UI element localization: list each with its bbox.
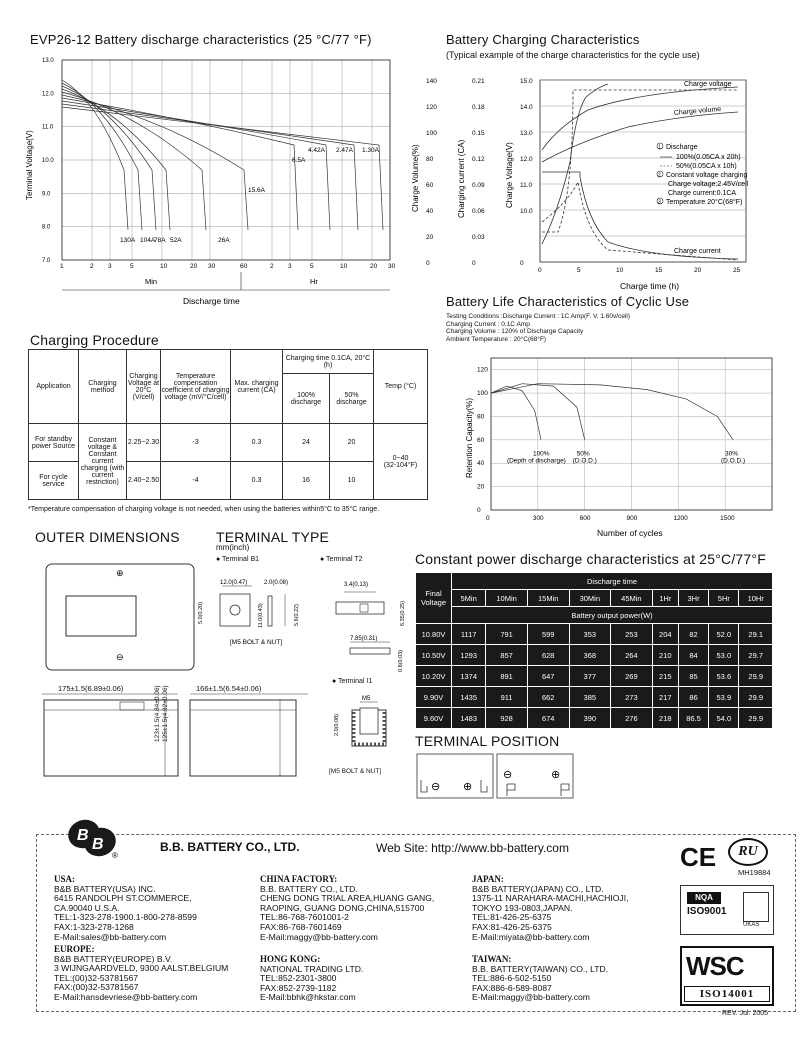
life-annotation-pct: 100% — [532, 450, 550, 458]
proc-method: Constant voltage & Constant current charging (with current restriction) — [79, 424, 127, 500]
discharge-curve — [62, 92, 206, 230]
power-value-cell: 1483 — [452, 708, 486, 729]
terminal-i1-drawing — [330, 692, 410, 756]
top-minus-icon: ⊖ — [116, 652, 124, 662]
power-value-cell: 29.7 — [739, 645, 773, 666]
power-row — [416, 687, 773, 708]
power-value-cell: 53.0 — [709, 645, 739, 666]
charging-current-tick: 0.06 — [472, 208, 485, 215]
life-xtick: 1500 — [720, 515, 735, 522]
discharge-ytick: 11.0 — [42, 124, 54, 131]
discharge-ytick: 10.0 — [42, 158, 54, 164]
charging-xtick: 20 — [694, 267, 702, 274]
legend-cv-current: Charge current:0.1CA — [668, 190, 737, 197]
power-output: Battery output power(W) — [452, 607, 773, 624]
power-value-cell: 29.9 — [739, 666, 773, 687]
dim-height2: 125±1.5(4.92±0.06) — [162, 685, 169, 742]
discharge-xtick: 3 — [108, 263, 112, 270]
power-col-header: 30Min — [569, 590, 611, 607]
b1-dim-hole: 5.0(0.20) — [198, 601, 204, 624]
discharge-xtick: 10 — [160, 263, 168, 270]
proc-r1-comp: -3 — [161, 424, 231, 462]
proc-h-compensation: Temperature compensation coefficient of charging voltage (mV/°C/cell) — [161, 350, 231, 424]
charging-voltage-tick: 0 — [520, 260, 524, 267]
power-value-cell: 891 — [486, 666, 528, 687]
charging-ylabel-current: Charging current (CA) — [457, 139, 466, 218]
charging-xtick: 15 — [655, 267, 663, 274]
ul-number: MH19884 — [738, 868, 771, 877]
top-view-drawing — [40, 560, 200, 675]
discharge-curve-label: 4.42A — [308, 147, 325, 154]
charging-current-tick: 0.15 — [472, 130, 485, 137]
dim-length: 175±1.5(6.89±0.06) — [58, 684, 124, 693]
power-value-cell: 53.6 — [709, 666, 739, 687]
terminal-position-drawing — [415, 752, 575, 802]
life-chart — [460, 348, 780, 540]
terminal-unit: mm(inch) — [216, 543, 250, 552]
power-value-cell: 1435 — [452, 687, 486, 708]
discharge-xtick: 5 — [310, 263, 314, 270]
charging-current-tick: 0.21 — [472, 78, 485, 85]
b1-bolt: [M5 BOLT & NUT] — [230, 639, 283, 646]
life-ytick: 40 — [477, 460, 485, 468]
power-value-cell: 928 — [486, 708, 528, 729]
power-value-cell: 29.1 — [739, 624, 773, 645]
svg-text:B: B — [92, 836, 104, 853]
power-value-cell: 54.0 — [709, 708, 739, 729]
proc-h-100: 100% discharge — [283, 374, 330, 424]
b1-dim-thick: 2.0(0.08) — [264, 580, 289, 586]
proc-r1-100: 24 — [283, 424, 330, 462]
life-annotation-dod: (D.O.D.) — [720, 457, 746, 465]
discharge-curve-label: 78A — [154, 237, 166, 244]
life-annotation-dod: (Depth of discharge) — [506, 457, 566, 465]
discharge-xtick: 20 — [190, 263, 198, 270]
t2-dim-height: 6.35(0.25) — [400, 600, 406, 626]
discharge-curve-label: 104A — [140, 237, 156, 244]
ur-mark-icon: RU — [728, 838, 768, 866]
power-row — [416, 708, 773, 729]
label-charge-volume: Charge volume — [673, 105, 722, 117]
charging-current-tick: 0.09 — [472, 182, 485, 189]
discharge-curve — [62, 89, 170, 230]
wsc-label: WSC — [686, 951, 744, 981]
proc-r2-100: 16 — [283, 462, 330, 500]
power-value-cell: 1293 — [452, 645, 486, 666]
nqa-label: NQA — [687, 892, 721, 904]
discharge-curve — [62, 86, 156, 230]
life-ytick: 100 — [477, 390, 488, 398]
power-col-header: 3Hr — [678, 590, 708, 607]
life-ytick: 80 — [477, 413, 485, 421]
discharge-curve-label: 130A — [120, 237, 136, 244]
discharge-ylabel: Terminal Voltage(V) — [25, 130, 34, 200]
discharge-curve-label: 26A — [218, 237, 230, 244]
proc-h-50: 50% discharge — [330, 374, 374, 424]
life-ytick: 0 — [477, 507, 481, 514]
power-value-cell: 52.0 — [709, 624, 739, 645]
power-value-cell: 217 — [652, 687, 678, 708]
charging-ylabel-voltage: Charge Voltage(V) — [505, 142, 514, 208]
discharge-xtick: 30 — [208, 263, 216, 270]
proc-h-max-current: Max. charging current (CA) — [231, 350, 283, 424]
discharge-curve-label: 1.30A — [362, 147, 379, 154]
pos1-plus-icon: ⊕ — [463, 781, 473, 793]
discharge-xtick: 20 — [370, 263, 378, 270]
discharge-chart — [20, 50, 400, 312]
power-value-cell: 86.5 — [678, 708, 708, 729]
power-title: Constant power discharge characteristics at 25°C/77°F — [415, 551, 766, 567]
power-value-cell: 1117 — [452, 624, 486, 645]
company-name: B.B. BATTERY CO., LTD. — [160, 840, 300, 854]
power-value-cell: 53.9 — [709, 687, 739, 708]
power-value-cell: 253 — [611, 624, 653, 645]
charging-volume-tick: 80 — [426, 156, 434, 163]
life-ytick: 60 — [477, 436, 485, 444]
power-col-header: 1Hr — [652, 590, 678, 607]
power-col-header: 10Hr — [739, 590, 773, 607]
power-value-cell: 662 — [527, 687, 569, 708]
terminal-b1-label: ● Terminal B1 — [216, 556, 260, 563]
charging-subtitle: (Typical example of the charge characteristics for the cycle use) — [446, 50, 700, 60]
legend-num-2: 2 — [658, 172, 661, 179]
office-japan: JAPAN: B&B BATTERY(JAPAN) CO., LTD. 1375-11 NARAHARA-MACHI,HACHIOJI, TOKYO 193-0803,JAPAN. TEL:81-426-25-6375 FAX:81-426-25-6375 E-Mail:miyata@bb-battery.com — [472, 874, 629, 942]
power-discharge-time: Discharge time — [452, 573, 773, 590]
legend-50: 50%(0.05CA x 10h) — [676, 163, 737, 170]
power-col-header: 45Min — [611, 590, 653, 607]
charging-xtick: 25 — [733, 267, 741, 274]
power-final-voltage-cell: 10.80V — [416, 624, 452, 645]
charging-volume-tick: 60 — [426, 182, 434, 189]
power-value-cell: 276 — [611, 708, 653, 729]
i1-dim-depth: 2.0(0.08) — [334, 713, 340, 736]
power-value-cell: 791 — [486, 624, 528, 645]
life-title: Battery Life Characteristics of Cyclic Use — [446, 294, 690, 309]
life-ytick: 120 — [477, 366, 488, 374]
power-value-cell: 857 — [486, 645, 528, 666]
life-annotation-dod: (D.O.D.) — [572, 457, 597, 465]
power-row — [416, 645, 773, 666]
b1-dim-height: 11.0(0.43) — [258, 603, 264, 628]
power-value-cell: 29.9 — [739, 687, 773, 708]
discharge-xlabel: Discharge time — [183, 296, 240, 306]
power-value-cell: 628 — [527, 645, 569, 666]
discharge-xtick: 2 — [90, 263, 94, 270]
power-value-cell: 385 — [569, 687, 611, 708]
label-charge-current: Charge current — [674, 248, 721, 255]
pos2-minus-icon: ⊖ — [503, 769, 513, 781]
b1-dim-width: 12.0(0.47) — [220, 580, 248, 586]
wsc-iso14001-badge — [680, 946, 774, 1006]
power-value-cell: 218 — [652, 708, 678, 729]
pos1-minus-icon: ⊖ — [431, 781, 441, 793]
charging-voltage-tick: 11.0 — [520, 182, 533, 189]
i1-dim-m5: M5 — [362, 696, 371, 702]
power-value-cell: 264 — [611, 645, 653, 666]
discharge-ytick: 9.0 — [42, 191, 51, 198]
charging-voltage-tick: 12.0 — [520, 156, 533, 163]
charging-volume-tick: 20 — [426, 234, 434, 241]
discharge-xtick: 3 — [288, 263, 292, 270]
power-value-cell: 273 — [611, 687, 653, 708]
bb-logo — [60, 812, 126, 860]
life-xlabel: Number of cycles — [597, 528, 663, 538]
iso9001-label: ISO9001 — [687, 906, 727, 917]
power-table — [415, 572, 773, 729]
power-value-cell: 674 — [527, 708, 569, 729]
company-website[interactable]: Web Site: http://www.bb-battery.com — [376, 841, 569, 855]
proc-h-application: Application — [29, 350, 79, 424]
ce-mark-icon: CE — [680, 842, 717, 872]
life-xtick: 600 — [579, 515, 591, 522]
top-plus-icon: ⊕ — [116, 568, 124, 578]
proc-temp-range: 0~40 (32-104°F) — [374, 424, 428, 500]
discharge-ytick: 8.0 — [42, 224, 51, 231]
power-row — [416, 666, 773, 687]
life-xtick: 900 — [626, 515, 638, 522]
charging-chart — [408, 72, 758, 294]
proc-r2-voltage: 2.40~2.50 — [127, 462, 161, 500]
life-annotation-pct: 50% — [576, 450, 590, 458]
pos2-plus-icon: ⊕ — [551, 769, 561, 781]
revision: REV. Jul. 2005 — [722, 1010, 769, 1017]
power-col-header: 5Min — [452, 590, 486, 607]
ukas-crown-icon — [743, 892, 769, 922]
charging-ylabel-volume: Charge Volume(%) — [411, 144, 420, 212]
proc-h-charging-time: Charging time 0.1CA, 20°C (h) — [283, 350, 374, 374]
power-value-cell: 84 — [678, 645, 708, 666]
discharge-curve — [62, 98, 298, 230]
power-value-cell: 85 — [678, 666, 708, 687]
power-value-cell: 86 — [678, 687, 708, 708]
discharge-curve-label: 6.5A — [292, 157, 306, 164]
proc-r1-50: 20 — [330, 424, 374, 462]
terminal-b1-drawing — [190, 576, 315, 656]
power-col-header: 10Min — [486, 590, 528, 607]
discharge-curve-label: 2.47A — [336, 147, 353, 154]
office-taiwan: TAIWAN: B.B. BATTERY(TAIWAN) CO., LTD. TEL:886-6-502-5150 FAX:886-6-589-8087 E-Mail:maggy@bb-battery.com — [472, 954, 609, 1003]
discharge-ytick: 13.0 — [42, 58, 54, 64]
terminal-title: TERMINAL TYPE — [216, 529, 330, 545]
discharge-title: EVP26-12 Battery discharge characteristics (25 °C/77 °F) — [30, 32, 372, 47]
discharge-xtick: 10 — [340, 263, 348, 270]
power-value-cell: 390 — [569, 708, 611, 729]
discharge-hr-label: Hr — [310, 277, 318, 286]
life-ytick: 20 — [477, 483, 485, 491]
charging-current-tick: 0.18 — [472, 104, 485, 111]
dim-height1: 123±1.5(4.84±0.06) — [154, 685, 161, 742]
label-charge-voltage: Charge voltage — [684, 81, 732, 88]
discharge-curve-label: 52A — [170, 237, 182, 244]
charging-current-tick: 0 — [472, 260, 476, 267]
t2-dim-len: 7.85(0.31) — [350, 636, 378, 642]
power-value-cell: 210 — [652, 645, 678, 666]
life-xtick: 0 — [486, 515, 490, 522]
power-final-voltage-cell: 9.90V — [416, 687, 452, 708]
charge-voltage-curve — [542, 87, 738, 150]
discharge-xtick: 5 — [130, 263, 134, 270]
terminal-position-title: TERMINAL POSITION — [415, 733, 560, 749]
procedure-title: Charging Procedure — [30, 332, 159, 348]
terminal-i1-label: ● Terminal I1 — [332, 678, 373, 685]
svg-text:B: B — [77, 827, 89, 844]
side-view-drawing — [40, 680, 310, 780]
proc-r2-max: 0.3 — [231, 462, 283, 500]
proc-h-voltage: Charging Voltage at 20°C (V/cell) — [127, 350, 161, 424]
t2-dim-width: 3.4(0.13) — [344, 582, 369, 588]
discharge-ytick: 7.0 — [42, 258, 51, 264]
proc-r1-max: 0.3 — [231, 424, 283, 462]
power-final-voltage: Final Voltage — [416, 573, 452, 624]
legend-cv-voltage: Charge voltage:2.45V/cell — [668, 181, 749, 188]
t2-dim-thick: 0.8(0.03) — [398, 649, 404, 672]
discharge-min-label: Min — [145, 277, 158, 286]
legend-discharge: Discharge — [666, 144, 698, 151]
procedure-note: *Temperature compensation of charging voltage is not needed, when using the batteries within5°C to 35°C range. — [28, 506, 380, 513]
charging-voltage-tick: 13.0 — [520, 130, 533, 137]
charging-xtick: 10 — [616, 267, 624, 274]
i1-bolt: [M5 BOLT & NUT] — [329, 768, 382, 775]
proc-r2-50: 10 — [330, 462, 374, 500]
charging-current-tick: 0.03 — [472, 234, 485, 241]
proc-h-temp: Temp (°C) — [374, 350, 428, 424]
discharge-xtick: 30 — [388, 263, 396, 270]
discharge-curve-label: 15.6A — [248, 187, 265, 194]
charging-volume-tick: 100 — [426, 130, 437, 137]
discharge-xtick: 2 — [270, 263, 274, 270]
office-hongkong: HONG KONG: NATIONAL TRADING LTD. TEL:852-2301-3800 FAX:852-2739-1182 E-Mail:bbhk@hkstar.com — [260, 954, 364, 1003]
iso14001-label: ISO14001 — [684, 986, 770, 1002]
charging-volume-tick: 140 — [426, 78, 437, 85]
power-value-cell: 911 — [486, 687, 528, 708]
charging-volume-tick: 0 — [426, 260, 430, 267]
life-conditions: Testing Conditions :Discharge Current : 1C Amp(F. V. 1.60v/cell) Charging Current : 0.1C Amp Charging Volume : 120% of Discharge Capacity Ambient Temperature : 20°C(68°F) — [446, 313, 631, 343]
proc-r2-application: For cycle service — [29, 462, 79, 500]
terminal-t2-drawing — [320, 576, 410, 676]
discharge-xtick: 1 — [60, 263, 64, 270]
power-value-cell: 215 — [652, 666, 678, 687]
legend-num-1: 1 — [658, 144, 661, 151]
charging-xlabel: Charge time (h) — [620, 281, 680, 291]
terminal-t2-label: ● Terminal T2 — [320, 556, 363, 563]
power-final-voltage-cell: 10.20V — [416, 666, 452, 687]
power-col-header: 15Min — [527, 590, 569, 607]
discharge-ytick: 12.0 — [42, 91, 54, 98]
life-curve-100pct — [491, 386, 541, 440]
legend-num-3: 3 — [658, 199, 661, 206]
power-final-voltage-cell: 10.50V — [416, 645, 452, 666]
power-value-cell: 377 — [569, 666, 611, 687]
charging-voltage-tick: 14.0 — [520, 104, 533, 111]
proc-r1-application: For standby power Source — [29, 424, 79, 462]
legend-100: 100%(0.05CA x 20h) — [676, 154, 741, 161]
dim-width: 166±1.5(6.54±0.06) — [196, 684, 262, 693]
legend-cv: Constant voltage charging — [666, 172, 748, 179]
dimensions-title: OUTER DIMENSIONS — [35, 529, 180, 545]
power-value-cell: 1374 — [452, 666, 486, 687]
proc-h-method: Charging method — [79, 350, 127, 424]
charging-xtick: 5 — [577, 267, 581, 274]
proc-r2-comp: -4 — [161, 462, 231, 500]
life-xtick: 300 — [532, 515, 544, 522]
life-curve-30pct — [491, 384, 733, 440]
power-final-voltage-cell: 9.60V — [416, 708, 452, 729]
power-value-cell: 599 — [527, 624, 569, 645]
discharge-xtick: 60 — [240, 263, 248, 270]
b1-dim-side: 5.6(0.22) — [294, 603, 300, 626]
life-ylabel: Retention Capacity(%) — [465, 397, 474, 478]
ukas-label: UKAS — [743, 922, 760, 928]
charging-volume-tick: 40 — [426, 208, 434, 215]
life-annotation-pct: 30% — [724, 450, 738, 458]
office-china: CHINA FACTORY: B.B. BATTERY CO., LTD. CHENG DONG TRIAL AREA,HUANG GANG, RAOPING, GUANG DONG,CHINA,515700 TEL:86-768-7601001-2 FAX:86-768-7601469 E-Mail:maggy@bb-battery.com — [260, 874, 435, 942]
charging-voltage-tick: 10.0 — [520, 208, 533, 215]
volume-100-curve — [542, 84, 608, 244]
power-value-cell: 82 — [678, 624, 708, 645]
power-col-header: 5Hr — [709, 590, 739, 607]
power-value-cell: 353 — [569, 624, 611, 645]
charging-voltage-tick: 15.0 — [520, 78, 533, 85]
iso9001-badge — [680, 885, 774, 935]
charging-volume-tick: 120 — [426, 104, 437, 111]
charging-title: Battery Charging Characteristics — [446, 32, 640, 47]
svg-text:®: ® — [112, 851, 118, 860]
office-usa: USA: B&B BATTERY(USA) INC. 6415 RANDOLPH ST.COMMERCE, CA.90040 U.S.A. TEL:1-323-278-1900.1-800-278-8599 FAX:1-323-278-1268 E-Mail:sales@bb-battery.com — [54, 874, 197, 942]
power-value-cell: 647 — [527, 666, 569, 687]
procedure-table — [28, 349, 428, 500]
life-xtick: 1200 — [673, 515, 688, 522]
power-value-cell: 269 — [611, 666, 653, 687]
proc-r1-voltage: 2.25~2.30 — [127, 424, 161, 462]
power-value-cell: 368 — [569, 645, 611, 666]
power-row — [416, 624, 773, 645]
legend-temp: Temperature 20°C(68°F) — [666, 199, 743, 206]
office-europe: EUROPE: B&B BATTERY(EUROPE) B.V. 3 WIJNGAARDVELD, 9300 AALST.BELGIUM TEL:(00)32-53781567 FAX:(00)32-53781567 E-Mail:hansdevriese@bb-battery.com — [54, 944, 229, 1002]
charging-current-tick: 0.12 — [472, 156, 485, 163]
charging-xtick: 0 — [538, 267, 542, 274]
power-value-cell: 204 — [652, 624, 678, 645]
power-value-cell: 29.9 — [739, 708, 773, 729]
